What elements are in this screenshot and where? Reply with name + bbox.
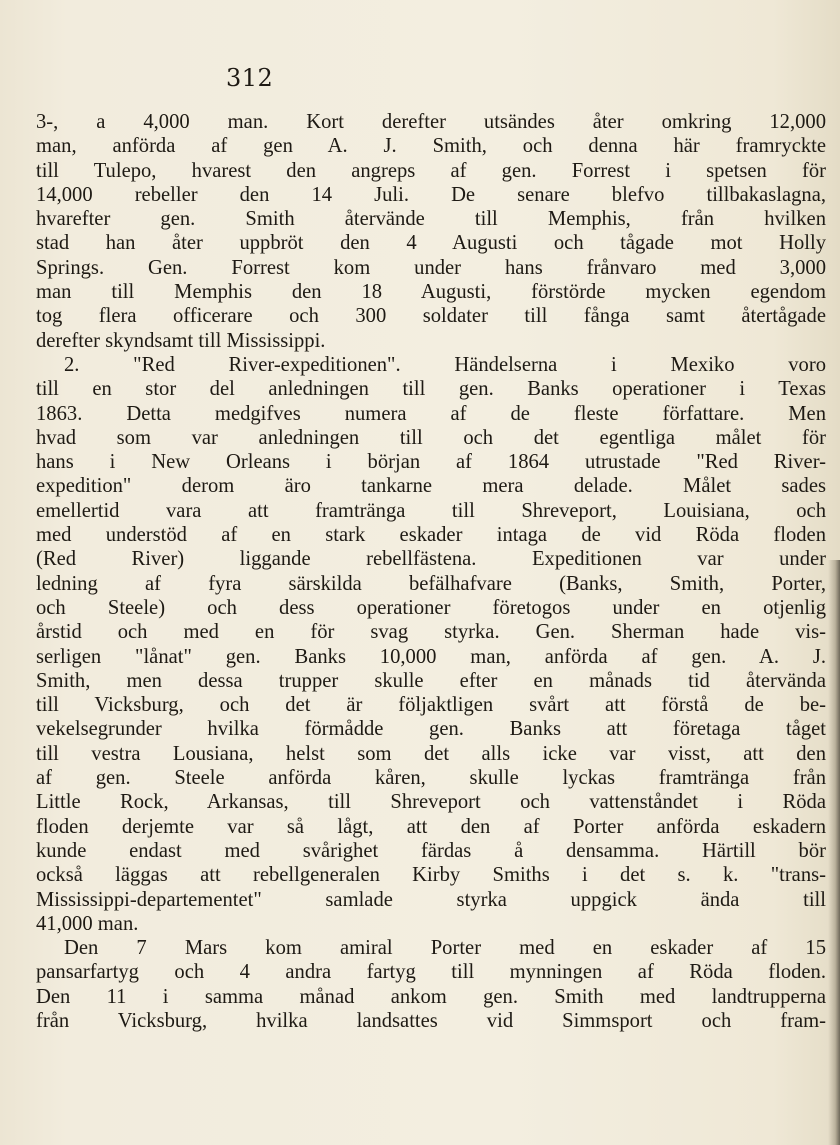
text-line: expedition" derom äro tankarne mera delade. Målet sades (36, 475, 826, 498)
text-line: af gen. Steele anförda kåren, skulle lyckas framtränga från (36, 767, 826, 790)
text-line: stad han åter uppbröt den 4 Augusti och tågade mot Holly (36, 232, 826, 255)
text-line: man, anförda af gen A. J. Smith, och denna här framryckte (36, 135, 826, 158)
text-line: emellertid vara att framtränga till Shreveport, Louisiana, och (36, 499, 826, 522)
text-line: till vestra Lousiana, helst som det alls icke var visst, att den (36, 742, 826, 765)
text-line: och Steele) och dess operationer företogos under en otjenlig (36, 596, 826, 619)
text-line: till en stor del anledningen till gen. Banks operationer i Texas (36, 378, 826, 401)
text-line: hvad som var anledningen till och det egentliga målet för (36, 426, 826, 449)
text-line: Little Rock, Arkansas, till Shreveport och vattenståndet i Röda (36, 791, 826, 814)
text-line: till Tulepo, hvarest den angreps af gen. Forrest i spetsen för (36, 159, 826, 182)
text-line: 41,000 man. (36, 912, 139, 935)
text-line: Smith, men dessa trupper skulle efter en månads tid återvända (36, 669, 826, 692)
page-edge-shadow (828, 560, 840, 1145)
page-number: 312 (226, 64, 274, 92)
text-line: också läggas att rebellgeneralen Kirby Smiths i det s. k. "trans- (36, 864, 826, 887)
text-line: årstid och med en för svag styrka. Gen. Sherman hade vis- (36, 621, 826, 644)
text-line: Springs. Gen. Forrest kom under hans frånvaro med 3,000 (36, 256, 826, 279)
text-line: hans i New Orleans i början af 1864 utrustade "Red River- (36, 451, 826, 474)
text-line: från Vicksburg, hvilka landsattes vid Simmsport och fram- (36, 1009, 826, 1032)
text-line: man till Memphis den 18 Augusti, förstörde mycken egendom (36, 281, 826, 304)
paragraph-start-line: Den 7 Mars kom amiral Porter med en eskader af 15 (64, 937, 826, 960)
text-line: derefter skyndsamt till Mississippi. (36, 329, 326, 352)
paragraph-heading-line: 2. "Red River-expeditionen". Händelserna i Mexiko voro (64, 353, 826, 376)
text-line: vekelsegrunder hvilka förmådde gen. Banks att företaga tåget (36, 718, 826, 741)
text-line: floden derjemte var så lågt, att den af Porter anförda eskadern (36, 815, 826, 838)
body-text (36, 110, 826, 1033)
text-line: (Red River) liggande rebellfästena. Expeditionen var under (36, 548, 826, 571)
text-line: Mississippi-departementet" samlade styrka uppgick ända till (36, 888, 826, 911)
text-line: med understöd af en stark eskader intaga de vid Röda floden (36, 524, 826, 547)
text-line: 1863. Detta medgifves numera af de fleste författare. Men (36, 402, 826, 425)
text-line: 3-, a 4,000 man. Kort derefter utsändes åter omkring 12,000 (36, 111, 826, 133)
text-line: pansarfartyg och 4 andra fartyg till mynningen af Röda floden. (36, 961, 826, 984)
text-line: serligen "lånat" gen. Banks 10,000 man, anförda af gen. A. J. (36, 645, 826, 668)
text-line: kunde endast med svårighet färdas å densamma. Härtill bör (36, 839, 826, 862)
text-line: 14,000 rebeller den 14 Juli. De senare blefvo tillbakaslagna, (36, 183, 826, 206)
text-line: hvarefter gen. Smith återvände till Memphis, från hvilken (36, 208, 826, 231)
text-line: till Vicksburg, och det är följaktligen svårt att förstå de be- (36, 694, 826, 717)
text-line: Den 11 i samma månad ankom gen. Smith med landtrupperna (36, 985, 826, 1008)
text-line: tog flera officerare och 300 soldater till fånga samt återtågade (36, 305, 826, 328)
text-line: ledning af fyra särskilda befälhafvare (Banks, Smith, Porter, (36, 572, 826, 595)
